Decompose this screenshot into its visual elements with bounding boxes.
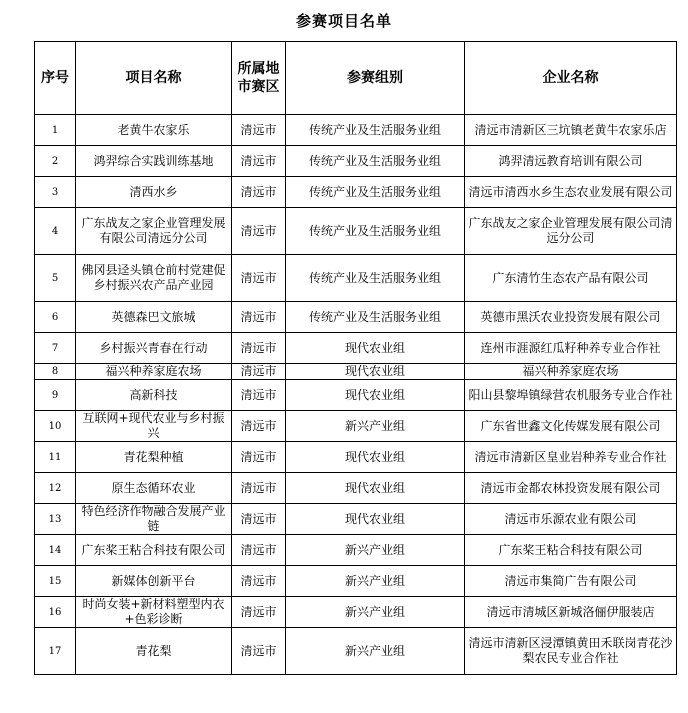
city-region: 清远市 (232, 597, 286, 628)
header-index: 序号 (35, 42, 76, 115)
company-name: 广东清竹生态农产品有限公司 (465, 255, 677, 302)
row-index: 12 (35, 473, 76, 504)
row-index: 14 (35, 535, 76, 566)
participants-table (34, 41, 677, 675)
header-project-name: 项目名称 (76, 42, 232, 115)
row-index: 17 (35, 628, 76, 675)
project-name: 广东桨王粘合科技有限公司 (76, 535, 232, 566)
city-region: 清远市 (232, 146, 286, 177)
row-index: 2 (35, 146, 76, 177)
row-index: 13 (35, 504, 76, 535)
company-name: 福兴种养家庭农场 (465, 364, 677, 380)
city-region: 清远市 (232, 442, 286, 473)
project-name: 青花梨种植 (76, 442, 232, 473)
city-region: 清远市 (232, 364, 286, 380)
row-index: 5 (35, 255, 76, 302)
table-row (35, 208, 677, 255)
city-region: 清远市 (232, 628, 286, 675)
company-name: 广东桨王粘合科技有限公司 (465, 535, 677, 566)
project-name: 英德森巴文旅城 (76, 302, 232, 333)
competition-group: 传统产业及生活服务业组 (286, 115, 465, 146)
row-index: 6 (35, 302, 76, 333)
company-name: 英德市黑沃农业投资发展有限公司 (465, 302, 677, 333)
company-name: 广东战友之家企业管理发展有限公司清远分公司 (465, 208, 677, 255)
project-name: 清西水乡 (76, 177, 232, 208)
city-region: 清远市 (232, 177, 286, 208)
table-row (35, 535, 677, 566)
city-region: 清远市 (232, 566, 286, 597)
city-region: 清远市 (232, 255, 286, 302)
competition-group: 新兴产业组 (286, 535, 465, 566)
project-name: 时尚女装+新材料塑型内衣+色彩诊断 (76, 597, 232, 628)
company-name: 清远市清新区皇业岩种养专业合作社 (465, 442, 677, 473)
row-index: 4 (35, 208, 76, 255)
competition-group: 新兴产业组 (286, 628, 465, 675)
competition-group: 传统产业及生活服务业组 (286, 255, 465, 302)
company-name: 鸿羿清远教育培训有限公司 (465, 146, 677, 177)
project-name: 鸿羿综合实践训练基地 (76, 146, 232, 177)
project-name: 高新科技 (76, 380, 232, 411)
table-row (35, 255, 677, 302)
table-row (35, 333, 677, 364)
table-row (35, 177, 677, 208)
competition-group: 传统产业及生活服务业组 (286, 208, 465, 255)
competition-group: 现代农业组 (286, 364, 465, 380)
project-name: 广东战友之家企业管理发展有限公司清远分公司 (76, 208, 232, 255)
city-region: 清远市 (232, 535, 286, 566)
city-region: 清远市 (232, 115, 286, 146)
project-name: 新媒体创新平台 (76, 566, 232, 597)
header-group: 参赛组别 (286, 42, 465, 115)
header-city-region: 所属地市赛区 (232, 42, 286, 115)
company-name: 连州市涯源红瓜籽种养专业合作社 (465, 333, 677, 364)
company-name: 清远市金都农林投资发展有限公司 (465, 473, 677, 504)
company-name: 清远市清新区三坑镇老黄牛农家乐店 (465, 115, 677, 146)
project-name: 佛冈县迳头镇仓前村党建促 乡村振兴农产品产业园 (76, 255, 232, 302)
competition-group: 新兴产业组 (286, 411, 465, 442)
table-header-row (35, 42, 677, 115)
table-row (35, 411, 677, 442)
header-company-name: 企业名称 (465, 42, 677, 115)
project-name: 福兴种养家庭农场 (76, 364, 232, 380)
table-row (35, 442, 677, 473)
table-row (35, 380, 677, 411)
table-row (35, 473, 677, 504)
row-index: 3 (35, 177, 76, 208)
page-title: 参赛项目名单 (295, 12, 392, 30)
row-index: 15 (35, 566, 76, 597)
city-region: 清远市 (232, 504, 286, 535)
row-index: 7 (35, 333, 76, 364)
company-name: 阳山县黎埠镇绿营农机服务专业合作社 (465, 380, 677, 411)
competition-group: 现代农业组 (286, 442, 465, 473)
table-row (35, 146, 677, 177)
row-index: 1 (35, 115, 76, 146)
city-region: 清远市 (232, 380, 286, 411)
competition-group: 现代农业组 (286, 504, 465, 535)
table-row (35, 628, 677, 675)
competition-group: 现代农业组 (286, 380, 465, 411)
table-row (35, 504, 677, 535)
project-name: 特色经济作物融合发展产业链 (76, 504, 232, 535)
competition-group: 传统产业及生活服务业组 (286, 302, 465, 333)
project-name: 老黄牛农家乐 (76, 115, 232, 146)
row-index: 8 (35, 364, 76, 380)
company-name: 清远市清城区新城洛俪伊服装店 (465, 597, 677, 628)
competition-group: 现代农业组 (286, 473, 465, 504)
table-row (35, 566, 677, 597)
company-name: 清远市乐源农业有限公司 (465, 504, 677, 535)
company-name: 清远市清新区浸潭镇黄田禾联岗青花沙梨农民专业合作社 (465, 628, 677, 675)
project-name: 青花梨 (76, 628, 232, 675)
competition-group: 传统产业及生活服务业组 (286, 177, 465, 208)
company-name: 清远市集简广告有限公司 (465, 566, 677, 597)
table-row (35, 597, 677, 628)
row-index: 9 (35, 380, 76, 411)
competition-group: 新兴产业组 (286, 566, 465, 597)
city-region: 清远市 (232, 208, 286, 255)
project-name: 原生态循环农业 (76, 473, 232, 504)
company-name: 清远市清西水乡生态农业发展有限公司 (465, 177, 677, 208)
table-row (35, 115, 677, 146)
table-row (35, 302, 677, 333)
table-body (35, 115, 677, 675)
project-name: 互联网+现代农业与乡村振兴 (76, 411, 232, 442)
table-row (35, 364, 677, 380)
row-index: 11 (35, 442, 76, 473)
city-region: 清远市 (232, 473, 286, 504)
project-name: 乡村振兴青春在行动 (76, 333, 232, 364)
row-index: 16 (35, 597, 76, 628)
city-region: 清远市 (232, 302, 286, 333)
city-region: 清远市 (232, 411, 286, 442)
city-region: 清远市 (232, 333, 286, 364)
competition-group: 新兴产业组 (286, 597, 465, 628)
row-index: 10 (35, 411, 76, 442)
competition-group: 传统产业及生活服务业组 (286, 146, 465, 177)
company-name: 广东省世鑫文化传媒发展有限公司 (465, 411, 677, 442)
competition-group: 现代农业组 (286, 333, 465, 364)
